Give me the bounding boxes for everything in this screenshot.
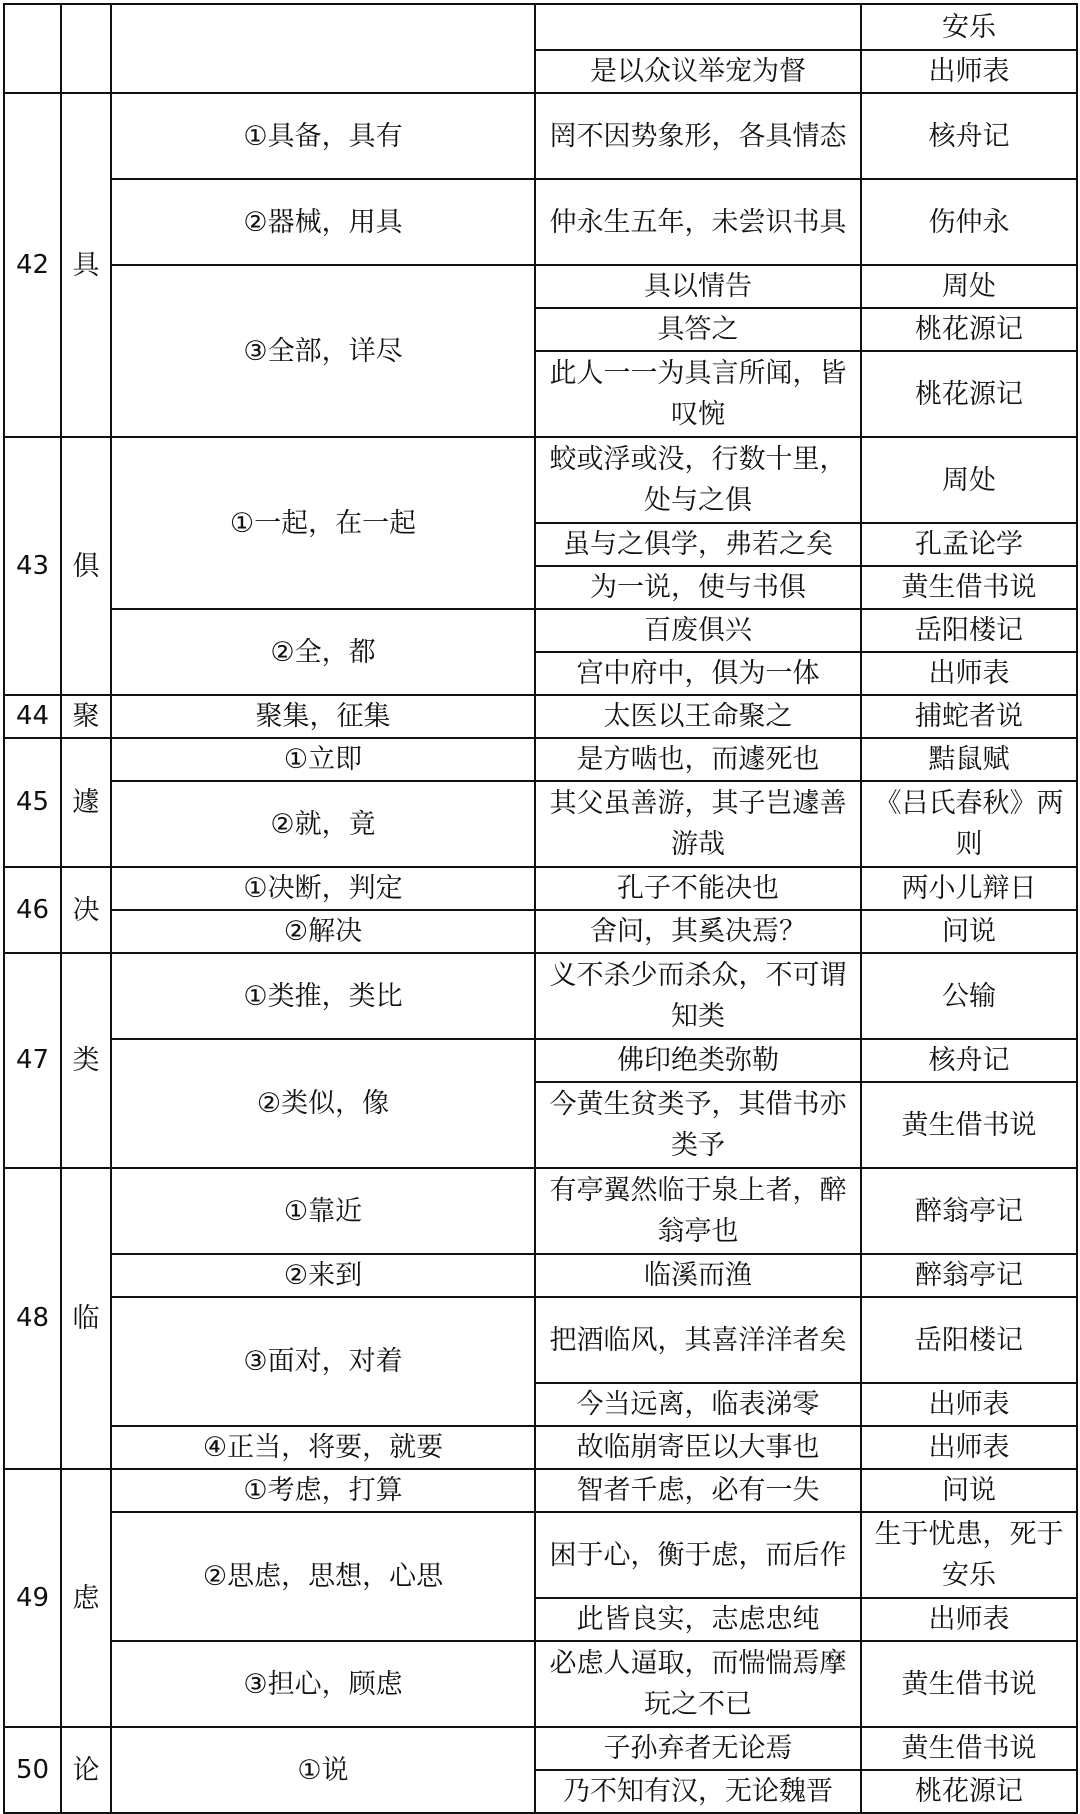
example-sentence: 具答之	[535, 308, 861, 351]
example-sentence: 智者千虑，必有一失	[535, 1469, 861, 1512]
source-text: 岳阳楼记	[861, 1297, 1077, 1383]
table-row	[4, 867, 1077, 910]
entry-number: 48	[4, 1168, 61, 1469]
example-sentence: 子孙弃者无论焉	[535, 1727, 861, 1770]
example-sentence: 是方啮也，而遽死也	[535, 738, 861, 781]
example-sentence: 今黄生贫类予，其借书亦类予	[535, 1082, 861, 1168]
example-sentence: 为一说，使与书俱	[535, 566, 861, 609]
meaning-cell: ①立即	[111, 738, 535, 781]
example-sentence: 临溪而渔	[535, 1254, 861, 1297]
meaning-cell: ③面对，对着	[111, 1297, 535, 1426]
entry-character: 类	[61, 953, 111, 1168]
entry-number: 49	[4, 1469, 61, 1727]
meaning-cell: ②思虑，思想，心思	[111, 1512, 535, 1641]
meaning-cell: ①决断，判定	[111, 867, 535, 910]
entry-number: 43	[4, 437, 61, 695]
table-row	[4, 609, 1077, 652]
example-sentence: 孔子不能决也	[535, 867, 861, 910]
entry-character: 俱	[61, 437, 111, 695]
source-text: 桃花源记	[861, 351, 1077, 437]
example-sentence: 罔不因势象形，各具情态	[535, 93, 861, 179]
source-text: 黄生借书说	[861, 1082, 1077, 1168]
entry-character: 遽	[61, 738, 111, 867]
meaning-cell: ②来到	[111, 1254, 535, 1297]
entry-number	[4, 4, 61, 93]
table-row	[4, 1297, 1077, 1383]
meaning-cell: ①靠近	[111, 1168, 535, 1254]
entry-character: 聚	[61, 695, 111, 738]
meaning-cell: ①类推，类比	[111, 953, 535, 1039]
table-row	[4, 781, 1077, 867]
table-row	[4, 179, 1077, 265]
source-text: 醉翁亭记	[861, 1168, 1077, 1254]
source-text: 周处	[861, 265, 1077, 308]
example-sentence	[535, 4, 861, 50]
source-text: 《吕氏春秋》两则	[861, 781, 1077, 867]
source-text: 黄生借书说	[861, 566, 1077, 609]
entry-number: 50	[4, 1727, 61, 1813]
source-text: 周处	[861, 437, 1077, 523]
source-text: 出师表	[861, 1383, 1077, 1426]
meaning-cell: ①一起，在一起	[111, 437, 535, 609]
entry-character: 虑	[61, 1469, 111, 1727]
source-text: 出师表	[861, 652, 1077, 695]
table-row	[4, 93, 1077, 179]
entry-number: 45	[4, 738, 61, 867]
example-sentence: 蛟或浮或没，行数十里，处与之俱	[535, 437, 861, 523]
meaning-cell: ②就，竟	[111, 781, 535, 867]
entry-number: 42	[4, 93, 61, 437]
example-sentence: 佛印绝类弥勒	[535, 1039, 861, 1082]
source-text: 伤仲永	[861, 179, 1077, 265]
example-sentence: 此皆良实，志虑忠纯	[535, 1598, 861, 1641]
example-sentence: 此人一一为具言所闻，皆叹惋	[535, 351, 861, 437]
example-sentence: 其父虽善游，其子岂遽善游哉	[535, 781, 861, 867]
example-sentence: 仲永生五年，未尝识书具	[535, 179, 861, 265]
table-row	[4, 1512, 1077, 1598]
entry-number: 44	[4, 695, 61, 738]
meaning-cell: ①说	[111, 1727, 535, 1813]
table-row	[4, 695, 1077, 738]
table-row	[4, 1254, 1077, 1297]
vocab-table	[3, 3, 1078, 1814]
entry-number: 46	[4, 867, 61, 953]
entry-character	[61, 4, 111, 93]
source-text: 公输	[861, 953, 1077, 1039]
entry-character: 决	[61, 867, 111, 953]
source-text: 问说	[861, 910, 1077, 953]
example-sentence: 是以众议举宠为督	[535, 50, 861, 93]
example-sentence: 百废俱兴	[535, 609, 861, 652]
meaning-cell: ②器械，用具	[111, 179, 535, 265]
example-sentence: 宫中府中，俱为一体	[535, 652, 861, 695]
example-sentence: 今当远离，临表涕零	[535, 1383, 861, 1426]
table-row	[4, 1469, 1077, 1512]
source-text: 核舟记	[861, 93, 1077, 179]
entry-number: 47	[4, 953, 61, 1168]
example-sentence: 乃不知有汉，无论魏晋	[535, 1770, 861, 1813]
example-sentence: 有亭翼然临于泉上者，醉翁亭也	[535, 1168, 861, 1254]
meaning-cell: ①考虑，打算	[111, 1469, 535, 1512]
source-text: 捕蛇者说	[861, 695, 1077, 738]
example-sentence: 具以情告	[535, 265, 861, 308]
table-row	[4, 265, 1077, 308]
meaning-cell: ①具备，具有	[111, 93, 535, 179]
meaning-cell: ③担心，顾虑	[111, 1641, 535, 1727]
table-row	[4, 437, 1077, 523]
entry-character: 论	[61, 1727, 111, 1813]
source-text: 黄生借书说	[861, 1727, 1077, 1770]
source-text: 问说	[861, 1469, 1077, 1512]
source-text: 岳阳楼记	[861, 609, 1077, 652]
entry-character: 临	[61, 1168, 111, 1469]
meaning-cell: ④正当，将要，就要	[111, 1426, 535, 1469]
table-row	[4, 953, 1077, 1039]
meaning-cell: 聚集，征集	[111, 695, 535, 738]
source-text: 黄生借书说	[861, 1641, 1077, 1727]
source-text: 孔孟论学	[861, 523, 1077, 566]
table-row	[4, 738, 1077, 781]
table-row	[4, 4, 1077, 50]
source-text: 核舟记	[861, 1039, 1077, 1082]
source-text: 桃花源记	[861, 1770, 1077, 1813]
example-sentence: 虽与之俱学，弗若之矣	[535, 523, 861, 566]
example-sentence: 必虑人逼取，而惴惴焉摩玩之不已	[535, 1641, 861, 1727]
example-sentence: 舍问，其奚决焉？	[535, 910, 861, 953]
source-text: 生于忧患，死于安乐	[861, 1512, 1077, 1598]
table-row	[4, 910, 1077, 953]
meaning-cell: ③全部，详尽	[111, 265, 535, 437]
source-text: 出师表	[861, 50, 1077, 93]
source-text: 桃花源记	[861, 308, 1077, 351]
meaning-cell: ②类似，像	[111, 1039, 535, 1168]
example-sentence: 把酒临风，其喜洋洋者矣	[535, 1297, 861, 1383]
source-text: 两小儿辩日	[861, 867, 1077, 910]
example-sentence: 义不杀少而杀众，不可谓知类	[535, 953, 861, 1039]
example-sentence: 太医以王命聚之	[535, 695, 861, 738]
source-text: 出师表	[861, 1598, 1077, 1641]
table-row	[4, 1727, 1077, 1770]
vocab-table-body	[4, 4, 1077, 1813]
example-sentence: 困于心，衡于虑，而后作	[535, 1512, 861, 1598]
meaning-cell: ②解决	[111, 910, 535, 953]
table-row	[4, 1426, 1077, 1469]
source-text: 黠鼠赋	[861, 738, 1077, 781]
table-row	[4, 1168, 1077, 1254]
source-text: 醉翁亭记	[861, 1254, 1077, 1297]
meaning-cell	[111, 4, 535, 93]
example-sentence: 故临崩寄臣以大事也	[535, 1426, 861, 1469]
meaning-cell: ②全，都	[111, 609, 535, 695]
table-row	[4, 1641, 1077, 1727]
source-text: 安乐	[861, 4, 1077, 50]
table-row	[4, 1039, 1077, 1082]
source-text: 出师表	[861, 1426, 1077, 1469]
entry-character: 具	[61, 93, 111, 437]
